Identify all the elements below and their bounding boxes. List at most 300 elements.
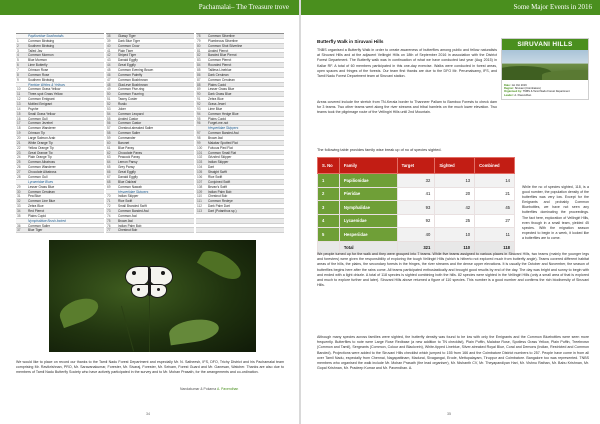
cell-target: 92 <box>397 214 435 228</box>
banner-landscape <box>502 50 588 80</box>
checklist-species-name: Zebra Blue <box>28 204 44 209</box>
checklist-number: 82 <box>197 53 201 58</box>
checklist-species-name: Lycaenidae Blues <box>28 179 54 184</box>
checklist-number: 91 <box>197 97 201 102</box>
checklist-number: 72 <box>107 204 111 209</box>
checklist-species-name: Common Shot Silverline <box>208 43 243 48</box>
checklist-number: 51 <box>107 97 111 102</box>
butterfly-hindwing-left <box>131 284 149 298</box>
checklist-number: 50 <box>107 92 111 97</box>
banner-title: SIRUVANI HILLS <box>502 39 588 50</box>
article-paragraph-1: TNBS organised a Butterfly Walk in order to create awareness of butterflies among public and fellow naturalists at Siruvani Hills and at the adjacent Vellingiri Hills on 18th of September 2016 in association with the District Forest Department. The Butterfly walk was in continuation of what we have conducted last year (Aug 2015) in Kallar RF. A total of 60 members participated in this one-day exercise. Walks were conducted in forest areas, open spaces and fringes of the forests. Our team first thanks are due to the DFO Mr. Perumalsamy, IFS, and Tamil Nadu Forest Department team at Siruvani station. <box>317 48 497 79</box>
checklist-species-name: Zebra Blue <box>208 97 224 102</box>
checklist-number: 35 <box>17 213 21 218</box>
checklist-number: 32 <box>17 199 21 204</box>
left-header-title: Pachamalai– The Treasure trove <box>198 3 289 11</box>
checklist-species-name: Common Nawab <box>118 184 142 189</box>
checklist-number: 69 <box>107 184 111 189</box>
cell-sighted: 25 <box>435 214 475 228</box>
checklist-number: 45 <box>107 68 111 73</box>
checklist-species-name: Blue Oakleaf <box>118 179 137 184</box>
checklist-species-name: Indian Palm Bob <box>118 223 142 228</box>
checklist-number: 97 <box>197 131 201 136</box>
cell-total-label: Total <box>339 241 397 255</box>
side-paragraph: While the no of species sighted, 118, is a good number, the population density of the butterflies was very low. Except for the Emigrants and probably Common Bluebottles, we have not seen any butterflies dominating the proceedings. The fact here, exploration of Vellingiri Hills, even though in a small team, yielded 45 species. With the migration season expected to begin in a week, it looked like a butterflies are to come. <box>522 185 589 240</box>
checklist-number: 83 <box>197 58 201 63</box>
checklist-number: 3 <box>17 48 19 53</box>
checklist-species-name: Dark Palm Dart <box>208 204 230 209</box>
checklist-number: 30 <box>17 189 21 194</box>
col-family: Family <box>339 158 397 174</box>
checklist-number: 79 <box>197 38 201 43</box>
checklist-species-name: Lesser Grass Blue <box>28 184 55 189</box>
checklist-species-name: Common Gull <box>28 116 48 121</box>
leaf <box>168 317 221 346</box>
checklist-number: 112 <box>197 204 203 209</box>
acknowledgement-text: We would like to place on record our thanks to the Tamil Nadu Forest Department and especially Mr. N. Satheesh, IFS, DFO, Trichy District and his Pachamalai team comprising Mr. Ravikrishnan, PRO, Mr. Saravanakumar, Forester, Mr. Sivaraj, Forester, Mr. Selvam, Forest Guard and Mr. Ganesan, Watcher. Thanks are also due to members of Tamil Nadu Butterfly Society who have actively participated in the survey and to Mr. Mohan Prasath, for the arrangements and co-ordination. <box>16 360 284 375</box>
checklist-number: 67 <box>107 174 111 179</box>
checklist-column-2 <box>106 33 194 233</box>
checklist-species-name: Striped Tiger <box>118 53 137 58</box>
checklist-number: 5 <box>17 58 19 63</box>
checklist-species-name: Three-spot Grass Yellow <box>28 92 63 97</box>
checklist-number: 11 <box>17 92 21 97</box>
left-page-header <box>0 0 299 15</box>
checklist-species-name: Common Palmfly <box>118 72 143 77</box>
checklist-number: 104 <box>197 165 203 170</box>
checklist-number: 24 <box>17 155 21 160</box>
checklist-species-name: Commander <box>118 136 136 141</box>
checklist-number: 106 <box>197 174 203 179</box>
checklist-number: 61 <box>107 145 111 150</box>
checklist-species-name: Psyche <box>28 106 39 111</box>
checklist-column-3 <box>196 33 284 233</box>
checklist-species-name: Common Mormon <box>28 53 54 58</box>
checklist-species-name: Common Cerulean <box>208 77 235 82</box>
checklist-number: 63 <box>107 155 111 160</box>
checklist-species-name: Common Gull <box>28 174 48 179</box>
table-row <box>318 214 515 228</box>
banner-line-value: 1st Oct 2016 <box>511 83 527 87</box>
checklist-species-name: Common Banded Awl <box>208 131 239 136</box>
checklist-number: 75 <box>107 218 111 223</box>
col-sighted: Sighted <box>435 158 475 174</box>
checklist-number: 22 <box>17 145 21 150</box>
checklist-species-name: Bevan's Swift <box>208 184 228 189</box>
checklist-species-name: Common Wanderer <box>28 165 56 170</box>
left-page-number: 34 <box>146 412 150 416</box>
table-row <box>318 228 515 242</box>
checklist-number: 54 <box>107 111 111 116</box>
checklist-species-name: Rounded Pierrot <box>208 63 232 68</box>
wing-spot <box>132 271 136 275</box>
checklist-species-name: Lesser Grass Blue <box>208 87 235 92</box>
checklist-number: 81 <box>197 48 201 53</box>
checklist-number: 46 <box>107 72 111 77</box>
checklist-species-name: Grizzled Skipper <box>208 155 232 160</box>
checklist-species-name: Dart <box>208 165 215 170</box>
species-tally-table <box>317 157 515 255</box>
checklist-species-name: Banded Blue Pierrot <box>208 53 237 58</box>
checklist-species-name: Angled Castor <box>118 116 139 121</box>
checklist-number: 93 <box>197 106 201 111</box>
table-header-row <box>318 158 515 174</box>
checklist-number: 103 <box>197 160 203 165</box>
checklist-species-name: Glad-eye Bushbrown <box>118 82 148 87</box>
checklist-species-name: Red Pierrot <box>28 208 45 213</box>
checklist-species-name: Common Leopard <box>118 111 144 116</box>
checklist-number: 89 <box>197 87 201 92</box>
checklist-species-name: Great Orange Tip <box>28 150 53 155</box>
col-sno: S. No <box>318 158 340 174</box>
checklist-species-name: Common Rose <box>28 72 50 77</box>
checklist-number: 37 <box>17 228 21 233</box>
hill-shape <box>542 70 588 80</box>
checklist-species-name: Common Birdwing <box>28 38 55 43</box>
right-page-number: 35 <box>447 412 451 416</box>
checklist-species-name: Common Bushbrown <box>118 77 148 82</box>
checklist-species-name: Common Sailer <box>118 131 140 136</box>
checklist-number: 98 <box>197 136 201 141</box>
right-header-title: Some Major Events in 2016 <box>513 3 592 11</box>
checklist-species-name: Pea Blue <box>28 194 41 199</box>
checklist-species-name: Joker <box>118 106 126 111</box>
checklist-species-name: Chocolate Pansy <box>118 150 143 155</box>
checklist-number: 94 <box>197 111 201 116</box>
checklist-species-name: Common Castor <box>118 121 142 126</box>
checklist-species-name: Common Awl <box>118 213 137 218</box>
left-page <box>0 0 299 424</box>
checklist-number: 100 <box>197 145 203 150</box>
cell-family: Papilionidae <box>339 174 397 188</box>
banner-line-value: Siruvani (Coimbatore) <box>514 87 541 91</box>
checklist-number: 8 <box>17 72 19 77</box>
leaf <box>197 245 245 284</box>
checklist-species-name: Fulvous Pied Flat <box>208 145 233 150</box>
checklist-number: 70 <box>107 194 111 199</box>
checklist-species-name: Lime Blue <box>208 106 223 111</box>
cell-combined: 21 <box>475 187 515 201</box>
checklist-species-name: Rice Swift <box>208 174 223 179</box>
wing-spot <box>157 288 160 291</box>
checklist-species-name: Indian Skipper <box>118 194 139 199</box>
plant-stem <box>121 306 135 352</box>
checklist-species-name: Chestnut-streaked Sailer <box>118 126 154 131</box>
checklist-number: 107 <box>197 179 203 184</box>
checklist-number: 110 <box>197 194 203 199</box>
banner-line-value: A. Pavendhan <box>514 93 532 97</box>
checklist-species-name: Plains Cupid <box>208 116 226 121</box>
cell-family: Lycaenidae <box>339 214 397 228</box>
checklist-number: 7 <box>17 68 19 73</box>
wing-spot <box>161 271 165 275</box>
checklist-number: 38 <box>107 34 111 38</box>
checklist-species-name: Common Line Blue <box>28 199 56 204</box>
checklist-number: 52 <box>107 102 111 107</box>
checklist-species-name: Tawny Coster <box>118 97 138 102</box>
checklist-species-name: Common Hedge Blue <box>208 111 239 116</box>
right-page <box>301 0 600 424</box>
checklist-number: 34 <box>17 208 21 213</box>
checklist-number: 9 <box>17 77 19 82</box>
checklist-number: 108 <box>197 184 203 189</box>
checklist-number: 17 <box>17 121 21 126</box>
cell-combined: 11 <box>475 228 515 242</box>
cell-sno: 5 <box>318 228 340 242</box>
checklist-species-name: Lime Butterfly <box>28 63 48 68</box>
checklist-number: 12 <box>17 97 21 102</box>
table-body <box>318 174 515 255</box>
checklist-species-name: Peacock Pansy <box>118 155 140 160</box>
checklist-species-name: Plumbeous Silverline <box>208 38 238 43</box>
checklist-species-name: Rustic <box>118 102 127 107</box>
checklist-number: 55 <box>107 116 111 121</box>
checklist-species-name: Dark Cerulean <box>208 72 229 77</box>
checklist-number: 29 <box>17 184 21 189</box>
checklist-species-name: Common Sailer <box>28 223 50 228</box>
checklist-number: 31 <box>17 194 21 199</box>
credit-authors: Nandakumar & Pokarna <box>180 387 217 391</box>
checklist-species-name: Common Grass Yellow <box>28 87 61 92</box>
checklist-species-name: Hesperiidae Skippers <box>208 126 239 131</box>
checklist-number: 42 <box>107 53 111 58</box>
banner-details <box>504 84 588 97</box>
checklist-species-name: Nymphalidae Brush-footed <box>28 218 66 223</box>
checklist-number: 60 <box>107 140 111 145</box>
checklist-number: 43 <box>107 58 111 63</box>
checklist-species-name: Angled Pierrot <box>208 48 229 53</box>
checklist-species-name: Lemon Pansy <box>118 160 138 165</box>
checklist-number: 95 <box>197 116 201 121</box>
checklist-number: 57 <box>107 126 111 131</box>
checklist-species-name: Dark Grass Blue <box>208 92 232 97</box>
checklist-number: 113 <box>197 208 203 213</box>
article-title: Butterfly Walk in Siruvani Hills <box>317 39 384 44</box>
checklist-species-name: Crimson Rose <box>28 68 49 73</box>
checklist-number: 56 <box>107 121 111 126</box>
butterfly-hindwing-right <box>149 284 167 298</box>
checklist-number: 66 <box>107 170 111 175</box>
checklist-species-name: Crimson Tip <box>28 131 46 136</box>
banner-line-label: Organised by: <box>504 90 523 94</box>
checklist-number: 41 <box>107 48 111 53</box>
checklist-number: 99 <box>197 140 201 145</box>
checklist-number: 23 <box>17 150 21 155</box>
cell-family: Pieridae <box>339 187 397 201</box>
checklist-number: 96 <box>197 121 201 126</box>
checklist-number: 13 <box>17 102 21 107</box>
checklist-number: 39 <box>107 38 111 43</box>
checklist-number: 68 <box>107 179 111 184</box>
checklist-number: 33 <box>17 204 21 209</box>
checklist-species-name: Papilionidae Swallowtails <box>28 34 64 38</box>
banner-line <box>504 94 588 97</box>
article-paragraph-2: Areas covered include the stretch from TN-Kerala border to Thanneer Pallam to Bamboo Forests to check dam for 3 teams. Two other teams went along the river streams and tribal hamlets on the much lower elevation. Two teams took the pilgrimage route of the Vellingiri Hills until 2nd Mountain. <box>317 100 497 115</box>
cell-total-target: 321 <box>397 241 435 255</box>
credit-org: A. Pavendhan <box>216 387 239 391</box>
table-row <box>318 201 515 215</box>
checklist-number: 73 <box>107 208 111 213</box>
wing-spot <box>137 288 140 291</box>
checklist-species-name: Plain Orange Tip <box>28 155 52 160</box>
article-paragraph-3: We people turned up for the walk and they were grouped into 7 teams. While five teams assigned to various places in Siruvani Hills, two teams (mainly the younger legs and foresters) were given the responsibility of exploring the tough Vellingiri Hills (which is hitherto not explored much from butterfly angle). Teams covered different habitat areas of the hills, the plains, the secondary forests in the fringes, the river streams and the dense upper elevations. It is usually the October and November, the season of butterflies begins here after the rains come. All teams participated enthusiastically and brought good results by end of the day. The day was bright and sunny to begin with and ended with a light drizzle. A total of 118 species is sighted combining both the hills. 82 species were sighted in the Vellingiri Hills (only a small area of that is explored and much to explore further and later). Siruvani Hills above returned a figure of 110 species. This number is a good number and confirms the rich biodiversity of Siruvani Hills. <box>317 252 589 288</box>
checklist-number: 78 <box>197 34 201 38</box>
checklist-species-name: Common Pierrot <box>208 58 232 63</box>
banner-line-value: TNBS & Tamil Nadu Forest Department <box>522 90 570 94</box>
checklist-species-name: Common Five-ring <box>118 87 145 92</box>
checklist-species-name: White Orange Tip <box>28 140 53 145</box>
checklist-species-name: Baronet <box>118 140 130 145</box>
checklist-species-name: Brown Awl <box>208 136 223 141</box>
cell-sighted: 10 <box>435 228 475 242</box>
cell-combined: 27 <box>475 214 515 228</box>
checklist-number: 71 <box>107 199 111 204</box>
checklist-species-name: Indian Palm Bob <box>208 189 232 194</box>
plant-stem <box>149 290 150 352</box>
checklist-species-name: Blue Pansy <box>118 145 135 150</box>
col-combined: Combined <box>475 158 515 174</box>
checklist-species-name: Plains Cupid <box>208 82 226 87</box>
checklist-species-name: Dart (Potanthus sp.) <box>208 208 237 213</box>
checklist-number: 76 <box>107 223 111 228</box>
checklist-species-name: Chestnut Bob <box>118 228 138 233</box>
checklist-number: 88 <box>197 82 201 87</box>
checklist-species-name: Common Evening Brown <box>118 68 154 73</box>
leaf <box>56 294 101 328</box>
cell-sighted: 20 <box>435 187 475 201</box>
checklist-species-name: Rice Swift <box>118 199 133 204</box>
checklist-species-name: Chocolate Albatross <box>28 170 57 175</box>
checklist-number: 90 <box>197 92 201 97</box>
checklist-number: 74 <box>107 213 111 218</box>
checklist-species-name: Common Small Flat <box>208 150 236 155</box>
checklist-species-name: Tailless Lineblue <box>208 68 232 73</box>
checklist-number: 87 <box>197 77 201 82</box>
checklist-species-name: Southern Birdwing <box>28 43 55 48</box>
checklist-species-name: Conjoined Swift <box>208 179 231 184</box>
checklist-row <box>16 228 104 233</box>
checklist-number: 18 <box>17 126 21 131</box>
checklist-species-name: Indian Skipper <box>208 160 229 165</box>
checklist-column-1 <box>16 33 104 233</box>
checklist-number: 28 <box>17 174 21 179</box>
checklist-number: 20 <box>17 136 21 141</box>
checklist-species-name: Plain Tiger <box>118 48 134 53</box>
checklist-species-name: Grey Pansy <box>118 165 135 170</box>
cell-total-combined: 118 <box>475 241 515 255</box>
right-page-header <box>301 0 600 15</box>
checklist-species-name: Glassy Tiger <box>118 34 136 38</box>
checklist-number: 2 <box>17 43 19 48</box>
checklist-number: 10 <box>17 87 21 92</box>
banner-line-label: Leader: <box>504 93 514 97</box>
checklist-species-name: Hesperiidae Skippers <box>118 189 149 194</box>
cell-target: 41 <box>397 187 435 201</box>
checklist-number: 16 <box>17 116 21 121</box>
cell-combined: 14 <box>475 174 515 188</box>
checklist-number: 102 <box>197 155 203 160</box>
checklist-species-name: Pieridae Whites & Yellows <box>28 82 65 87</box>
checklist-species-name: Mottled Emigrant <box>28 102 53 107</box>
butterfly-wing-right <box>149 266 173 286</box>
checklist-number: 21 <box>17 140 21 145</box>
checklist-number: 14 <box>17 106 21 111</box>
butterfly-photo <box>49 240 256 352</box>
checklist-number: 58 <box>107 131 111 136</box>
checklist-species-name: Common Redeye <box>208 199 233 204</box>
checklist-species-name: Great Eggfly <box>118 170 136 175</box>
checklist-species-name: Common Cerulean <box>28 189 55 194</box>
checklist-row <box>196 228 284 233</box>
checklist-species-name: Dark Blue Tiger <box>118 38 140 43</box>
checklist-species-name: Blue Mormon <box>28 58 47 63</box>
checklist-species-name: Tailed Jay <box>28 48 43 53</box>
checklist-species-name: Common Wanderer <box>28 126 56 131</box>
checklist-number: 77 <box>107 228 111 233</box>
checklist-number: 53 <box>107 106 111 111</box>
cell-sighted: 42 <box>435 201 475 215</box>
checklist-number: 84 <box>197 63 201 68</box>
checklist-number: 64 <box>107 160 111 165</box>
checklist-number: 19 <box>17 131 21 136</box>
checklist-species-name: Brown Awl <box>118 218 133 223</box>
checklist-number: 111 <box>197 199 202 204</box>
checklist-species-name: Yellow Orange Tip <box>28 145 54 150</box>
checklist-number: 27 <box>17 170 21 175</box>
checklist-number: 25 <box>17 160 21 165</box>
checklist-number: 92 <box>197 102 201 107</box>
checklist-number: 80 <box>197 43 201 48</box>
checklist-number: 4 <box>17 53 19 58</box>
checklist-species-name: Great Eggfly <box>118 63 136 68</box>
banner-line-label: Region: <box>504 87 515 91</box>
checklist-number: 86 <box>197 72 201 77</box>
checklist-number: 109 <box>197 189 203 194</box>
table-row <box>318 174 515 188</box>
checklist-species-name: Blue Tiger <box>28 228 43 233</box>
butterfly-body <box>148 268 151 296</box>
cell-family: Hesperiidae <box>339 228 397 242</box>
checklist-species-name: Common Banded Awl <box>118 208 149 213</box>
cell-target: 93 <box>397 201 435 215</box>
checklist-number: 85 <box>197 68 201 73</box>
checklist-species-name: Forget-me-not <box>208 121 229 126</box>
article-paragraph-4: Although many species across families were sighted, the butterfly density was found to be low with only the Emigrants and the Common Bluebottles were seen more frequently. Butterflies to note were Large Rose Redbase (a new addition to TN checklist), Plain Puffin, Malabar Rose, Spotless Grass Yellow, Plain Puffin, Treebrown (Common and Tamil), Sergeants (Common, Colour and Blackvein), White-tipped Lineblue, Silver-streaked Royal Blue, Coral and Demons (Indian, Restricted and Common Banded). Projections were added to the Siruvani Hills checklist which jumped to 155 from 166 and the Coimbatore District numbers to 257. People have come in from all over Tamil Nadu, especially from Chennai, Nagapattinam, Madurai, Sivagangai, Erode, Mettupalayam, Tiruppur and Coimbatore. Bangalore too was represented. TNBS members who organised the walk include Mr. Mohan Prasath (the lead organiser), Mr. Nishanth CV, Mr. Theyapandiyan Hari, Mr. Vishnu Rathan, Mr. Babu Krishnan, Mr. Gopal Krishnan, Mr. Pradeep Kumar and Mr. Pavendhan. A. <box>317 335 589 371</box>
checklist-number: 40 <box>107 43 111 48</box>
cell-family: Nymphalidae <box>339 201 397 215</box>
cell-sno: 3 <box>318 201 340 215</box>
checklist-number: 36 <box>17 223 21 228</box>
table-row <box>318 187 515 201</box>
banner-line-label: Date: <box>504 83 511 87</box>
col-target: Target <box>397 158 435 174</box>
checklist-number: 48 <box>107 82 111 87</box>
checklist-number: 62 <box>107 150 111 155</box>
checklist-number: 105 <box>197 170 203 175</box>
checklist-number: 15 <box>17 111 21 116</box>
checklist-species-name: Common Albatross <box>28 160 55 165</box>
cell-total-sighted: 110 <box>435 241 475 255</box>
table-caption: The following table provides family wise break up of no of species sighted. <box>317 148 442 152</box>
siruvani-banner <box>501 38 589 100</box>
cell-target: 40 <box>397 228 435 242</box>
checklist-number: 44 <box>107 63 111 68</box>
checklist-number: 6 <box>17 63 19 68</box>
checklist-species-name: Common Jezebel <box>28 121 53 126</box>
butterfly-wing-left <box>125 266 149 286</box>
checklist-species-name: Grass Jewel <box>208 102 226 107</box>
checklist-species-name: Large Salmon Arab <box>28 136 56 141</box>
